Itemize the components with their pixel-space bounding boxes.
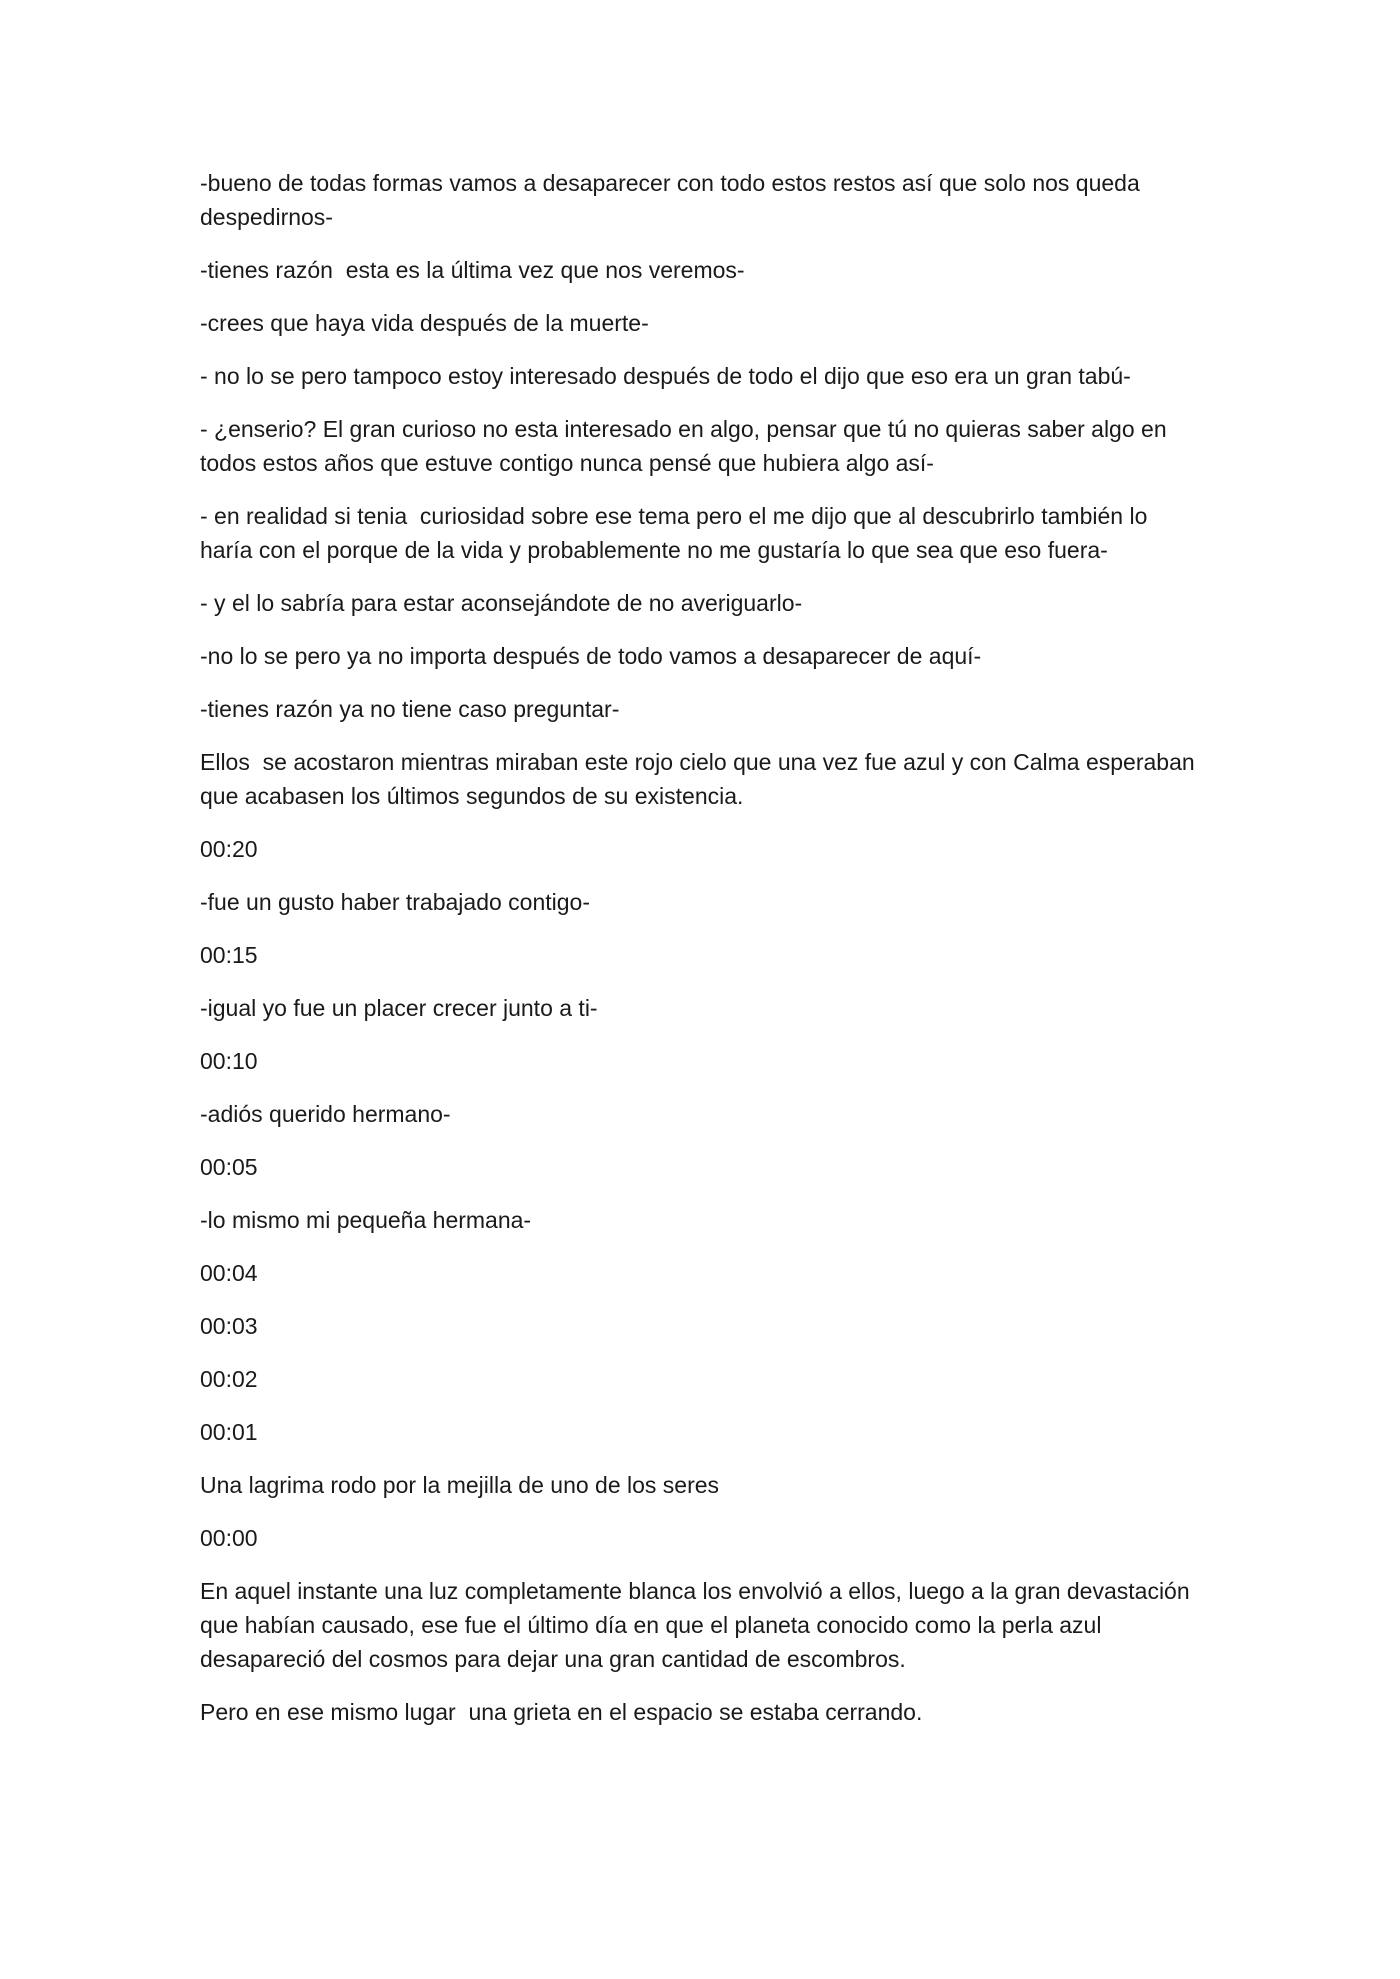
countdown-00-01: 00:01 [200, 1419, 258, 1445]
paragraph-little-sister: -lo mismo mi pequeña hermana- [200, 1207, 532, 1233]
countdown-00-05: 00:05 [200, 1154, 258, 1180]
paragraph-red-sky: Ellos se acostaron mientras miraban este rojo cielo que una vez fue azul y con Calma esperaban que acabasen los últimos segundos de su existencia. [200, 749, 1202, 809]
countdown-00-02: 00:02 [200, 1366, 258, 1392]
document-body [200, 166, 1200, 1748]
paragraph-advice: - y el lo sabría para estar aconsejándote de no averiguarlo- [200, 590, 803, 616]
countdown-00-10: 00:10 [200, 1048, 258, 1074]
paragraph-no-point-asking: -tienes razón ya no tiene caso preguntar- [200, 696, 620, 722]
paragraph-rift-closing: Pero en ese mismo lugar una grieta en el espacio se estaba cerrando. [200, 1699, 923, 1725]
countdown-00-00: 00:00 [200, 1525, 258, 1551]
countdown-00-04: 00:04 [200, 1260, 258, 1286]
paragraph-no-matter: -no lo se pero ya no importa después de todo vamos a desaparecer de aquí- [200, 643, 982, 669]
paragraph-last-time: -tienes razón esta es la última vez que nos veremos- [200, 257, 745, 283]
paragraph-goodbye-brother: -adiós querido hermano- [200, 1101, 451, 1127]
countdown-00-20: 00:20 [200, 836, 258, 862]
paragraph-farewell-intro: -bueno de todas formas vamos a desaparecer con todo estos restos así que solo nos queda despedirnos- [200, 170, 1147, 230]
paragraph-pleasure-working: -fue un gusto haber trabajado contigo- [200, 889, 590, 915]
paragraph-growing-up: -igual yo fue un placer crecer junto a ti- [200, 995, 598, 1021]
paragraph-tear: Una lagrima rodo por la mejilla de uno de los seres [200, 1472, 720, 1498]
countdown-00-15: 00:15 [200, 942, 258, 968]
countdown-00-03: 00:03 [200, 1313, 258, 1339]
paragraph-white-light: En aquel instante una luz completamente blanca los envolvió a ellos, luego a la gran devastación que habían causado, ese fue el último día en que el planeta conocido como la perla azul desapareció del cosmos para dejar una gran cantidad de escombros. [200, 1578, 1197, 1672]
paragraph-taboo: - no lo se pero tampoco estoy interesado después de todo el dijo que eso era un gran tabú- [200, 363, 1131, 389]
paragraph-curious: - ¿enserio? El gran curioso no esta interesado en algo, pensar que tú no quieras saber algo en todos estos años que estuve contigo nunca pensé que hubiera algo así- [200, 416, 1174, 476]
paragraph-curiosity-explained: - en realidad si tenia curiosidad sobre ese tema pero el me dijo que al descubrirlo también lo haría con el porque de la vida y probablemente no me gustaría lo que sea que eso fuera- [200, 503, 1154, 563]
paragraph-afterlife-question: -crees que haya vida después de la muerte- [200, 310, 649, 336]
